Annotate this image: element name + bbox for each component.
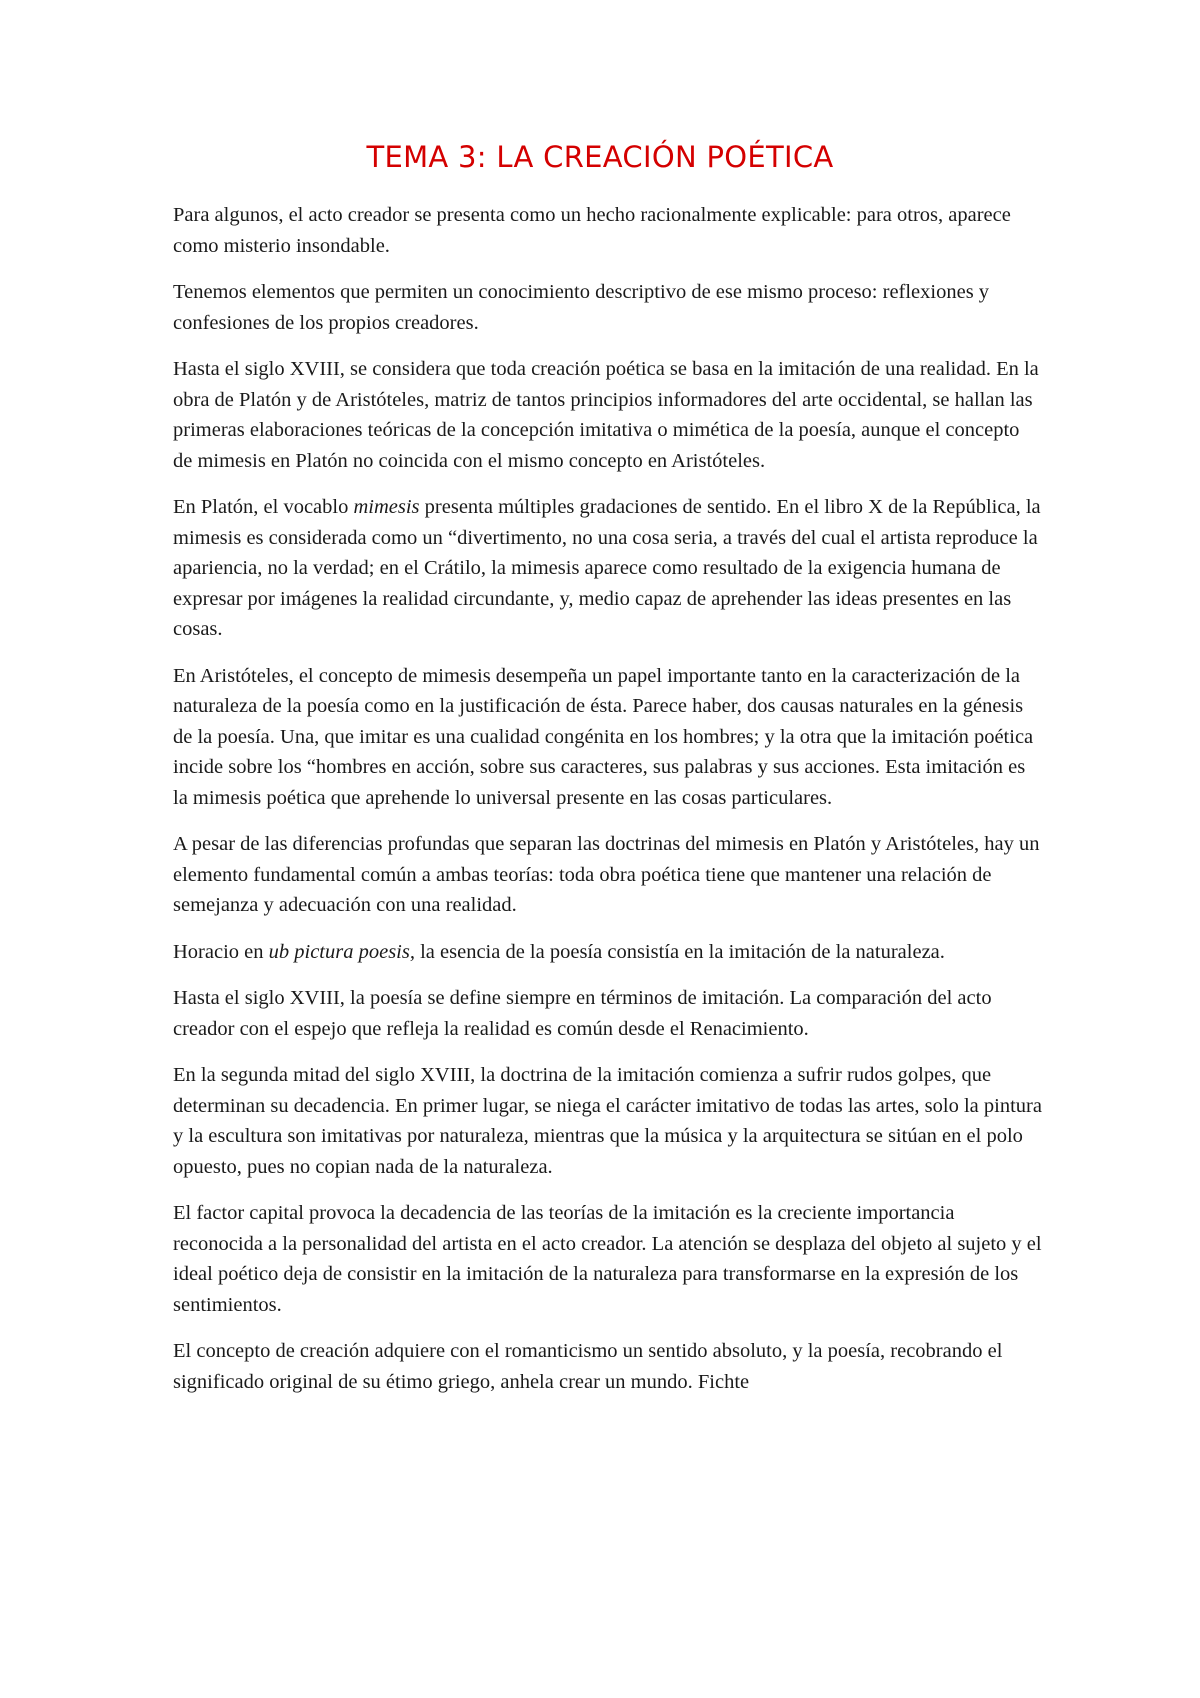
paragraph-7-italic-term: ub pictura poesis, — [268, 940, 415, 963]
paragraph-2: Tenemos elementos que permiten un conocimiento descriptivo de ese mismo proceso: reflexiones y confesiones de los propios creadores. — [173, 281, 990, 334]
paragraph-7 — [173, 937, 1043, 968]
paragraph-11: El concepto de creación adquiere con el romanticismo un sentido absoluto, y la poesía, recobrando el significado original de su étimo griego, anhela crear un mundo. Fichte — [173, 1340, 1003, 1393]
paragraph-4-italic-term: mimesis — [353, 496, 420, 518]
paragraph-4-text-before: En Platón, el vocablo — [173, 496, 354, 518]
paragraph-1: Para algunos, el acto creador se presenta como un hecho racionalmente explicable: para otros, aparece como misterio insondable. — [173, 204, 1011, 257]
paragraph-7-text-after: la esencia de la poesía consistía en la imitación de la naturaleza. — [414, 940, 945, 963]
paragraph-3: Hasta el siglo XVIII, se considera que toda creación poética se basa en la imitación de una realidad. En la obra de Platón y de Aristóteles, matriz de tantos principios informadores del arte occidental, se hallan las primeras elaboraciones teóricas de la concepción imitativa o mimética de la poesía, aunque el concepto de mimesis en Platón no coincida con el mismo concepto en Aristóteles. — [173, 358, 1039, 472]
paragraph-10: El factor capital provoca la decadencia de las teorías de la imitación es la creciente importancia reconocida a la personalidad del artista en el acto creador. La atención se desplaza del objeto al sujeto y el ideal poético deja de consistir en la imitación de la naturaleza para transformarse en la expresión de los sentimientos. — [173, 1202, 1042, 1316]
paragraph-5: En Aristóteles, el concepto de mimesis desempeña un papel importante tanto en la caracterización de la naturaleza de la poesía como en la justificación de ésta. Parece haber, dos causas naturales en la génesis de la poesía. Una, que imitar es una cualidad congénita en los hombres; y la otra que la imitación poética incide sobre los “hombres en acción, sobre sus caracteres, sus palabras y sus acciones. Esta imitación es la mimesis poética que aprehende lo universal presente en las cosas particulares. — [173, 664, 1034, 809]
paragraph-6: A pesar de las diferencias profundas que separan las doctrinas del mimesis en Platón y Aristóteles, hay un elemento fundamental común a ambas teorías: toda obra poética tiene que mantener una relación de semejanza y adecuación con una realidad. — [173, 833, 1040, 916]
paragraph-7-text-before: Horacio en — [173, 940, 269, 963]
paragraph-4 — [173, 492, 1043, 645]
document-title: TEMA 3: LA CREACIÓN POÉTICA — [366, 140, 834, 174]
paragraph-9: En la segunda mitad del siglo XVIII, la doctrina de la imitación comienza a sufrir rudos golpes, que determinan su decadencia. En primer lugar, se niega el carácter imitativo de todas las artes, solo la pintura y la escultura son imitativas por naturaleza, mientras que la música y la arquitectura se sitúan en el polo opuesto, pues no copian nada de la naturaleza. — [173, 1064, 1042, 1178]
paragraph-8: Hasta el siglo XVIII, la poesía se define siempre en términos de imitación. La comparación del acto creador con el espejo que refleja la realidad es común desde el Renacimiento. — [173, 987, 992, 1040]
document-body — [173, 200, 1043, 1413]
paragraph-4-text-after: presenta múltiples gradaciones de sentido. En el libro X de la República, la mimesis es considerada como un “divertimento, no una cosa seria, a través del cual el artista reproduce la apariencia, no la verdad; en el Crátilo, la mimesis aparece como resultado de la exigencia humana de expresar por imágenes la realidad circundante, y, medio capaz de aprehender las ideas presentes en las cosas. — [173, 496, 1041, 640]
